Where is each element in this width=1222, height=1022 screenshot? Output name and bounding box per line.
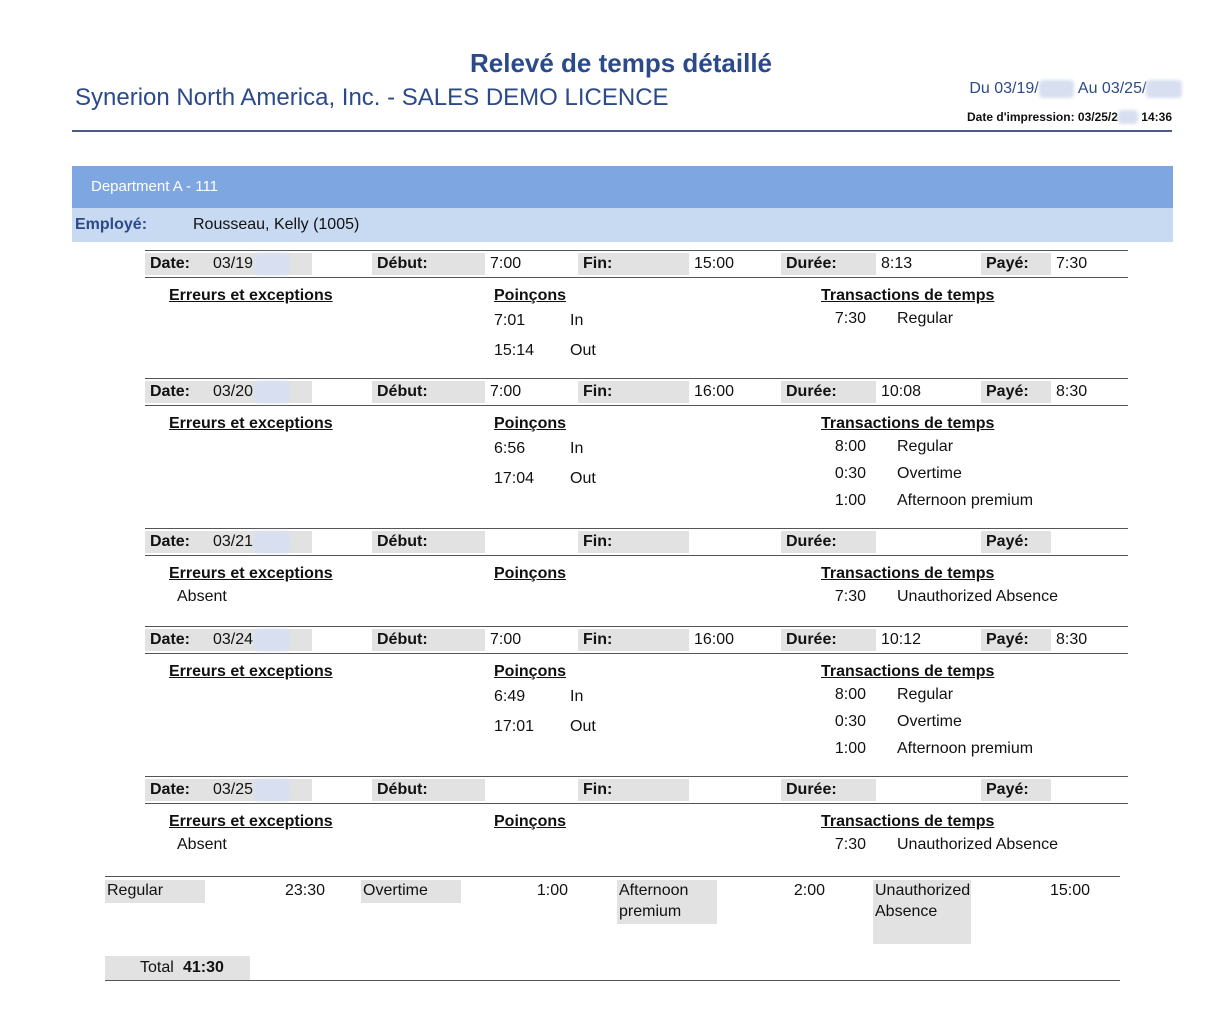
errors-header: Erreurs et exceptions xyxy=(169,813,333,830)
duration-label: Durée: xyxy=(781,779,876,801)
day-header-row xyxy=(145,250,1128,278)
department-bar xyxy=(72,166,1173,208)
paid-label: Payé: xyxy=(981,531,1051,553)
start-label: Début: xyxy=(372,381,485,403)
paid-label: Payé: xyxy=(981,779,1051,801)
day-block xyxy=(145,378,1128,509)
summary-value-regular: 23:30 xyxy=(284,882,325,899)
duration-value: 10:12 xyxy=(881,631,922,648)
date-value: 03/21 xyxy=(208,531,312,553)
print-date-label: Date d'impression: 03/25/2 xyxy=(967,110,1118,124)
date-year-redacted xyxy=(254,629,290,651)
date-value: 03/19 xyxy=(208,253,312,275)
total-divider xyxy=(105,980,1120,981)
date-label: Date: xyxy=(145,531,208,553)
day-header-row xyxy=(145,626,1128,654)
day-header-row xyxy=(145,528,1128,556)
transaction-hours: 8:00 xyxy=(834,438,866,455)
employee-bar xyxy=(72,208,1173,242)
header-divider xyxy=(72,130,1172,132)
paid-label: Payé: xyxy=(981,381,1051,403)
date-value: 03/20 xyxy=(208,381,312,403)
date-value: 03/25 xyxy=(208,779,312,801)
total-label: Total xyxy=(140,959,174,976)
start-value: 7:00 xyxy=(490,383,522,400)
summary-label-overtime: Overtime xyxy=(361,880,461,903)
date-label: Date: xyxy=(145,629,208,651)
transaction-type: Regular xyxy=(897,686,954,703)
date-year-redacted xyxy=(254,381,290,403)
summary-value-overtime: 1:00 xyxy=(536,882,568,899)
punch-type: Out xyxy=(570,470,596,487)
duration-label: Durée: xyxy=(781,629,876,651)
end-label: Fin: xyxy=(578,629,689,651)
start-value xyxy=(485,531,578,553)
punch-time: 15:14 xyxy=(494,342,535,359)
transaction-type: Overtime xyxy=(897,713,962,730)
period-year-redacted xyxy=(1039,80,1075,98)
print-date xyxy=(967,110,1172,124)
summary-divider xyxy=(105,876,1120,877)
date-label: Date: xyxy=(145,779,208,801)
paid-value: 7:30 xyxy=(1056,255,1088,272)
transaction-type: Overtime xyxy=(897,465,962,482)
employee-name: Rousseau, Kelly (1005) xyxy=(193,216,360,233)
errors-header: Erreurs et exceptions xyxy=(169,287,333,304)
duration-label: Durée: xyxy=(781,253,876,275)
report-title: Relevé de temps détaillé xyxy=(469,48,773,78)
end-value: 15:00 xyxy=(694,255,735,272)
transaction-hours: 7:30 xyxy=(834,836,866,853)
paid-value xyxy=(1051,779,1128,801)
duration-value: 10:08 xyxy=(881,383,922,400)
errors-header: Erreurs et exceptions xyxy=(169,415,333,432)
punches-header: Poinçons xyxy=(494,663,567,680)
start-value: 7:00 xyxy=(490,255,522,272)
paid-label: Payé: xyxy=(981,253,1051,275)
report-period xyxy=(969,80,1182,98)
transactions-header: Transactions de temps xyxy=(821,415,995,432)
transactions-header: Transactions de temps xyxy=(821,565,995,582)
start-label: Début: xyxy=(372,253,485,275)
transaction-hours: 8:00 xyxy=(834,686,866,703)
errors-header: Erreurs et exceptions xyxy=(169,663,333,680)
summary-value-unauthorized-absence: 15:00 xyxy=(1049,882,1090,899)
transaction-type: Unauthorized Absence xyxy=(897,588,1058,605)
transaction-hours: 0:30 xyxy=(834,713,866,730)
period-year-redacted xyxy=(1146,80,1182,98)
errors-header: Erreurs et exceptions xyxy=(169,565,333,582)
punch-time: 7:01 xyxy=(494,312,526,329)
paid-value: 8:30 xyxy=(1056,383,1088,400)
punches-header: Poinçons xyxy=(494,415,567,432)
start-label: Début: xyxy=(372,779,485,801)
summary-label-afternoon-premium: Afternoon premium xyxy=(617,880,717,924)
end-value: 16:00 xyxy=(694,383,735,400)
transactions-header: Transactions de temps xyxy=(821,663,995,680)
day-block xyxy=(145,250,1128,370)
punch-time: 6:49 xyxy=(494,688,526,705)
date-label: Date: xyxy=(145,253,208,275)
transaction-hours: 1:00 xyxy=(834,492,866,509)
total-value: 41:30 xyxy=(183,959,224,976)
transaction-type: Regular xyxy=(897,438,954,455)
company-name: Synerion North America, Inc. - SALES DEMO LICENCE xyxy=(75,84,669,111)
date-value: 03/24 xyxy=(208,629,312,651)
duration-label: Durée: xyxy=(781,531,876,553)
punch-type: In xyxy=(570,440,584,457)
day-header-row xyxy=(145,776,1128,804)
punches-header: Poinçons xyxy=(494,565,567,582)
end-value xyxy=(689,531,781,553)
punch-time: 17:01 xyxy=(494,718,535,735)
end-label: Fin: xyxy=(578,531,689,553)
end-label: Fin: xyxy=(578,253,689,275)
end-value xyxy=(689,779,781,801)
transaction-hours: 1:00 xyxy=(834,740,866,757)
summary-value-afternoon-premium: 2:00 xyxy=(793,882,825,899)
employee-label: Employé: xyxy=(75,216,148,233)
punches-header: Poinçons xyxy=(494,813,567,830)
total-box xyxy=(105,956,250,980)
summary-label-unauthorized-absence: Unauthorized Absence xyxy=(873,880,971,944)
transactions-header: Transactions de temps xyxy=(821,287,995,304)
transaction-hours: 0:30 xyxy=(834,465,866,482)
print-time: 14:36 xyxy=(1137,110,1172,124)
date-year-redacted xyxy=(254,253,290,275)
day-block xyxy=(145,776,1128,896)
transaction-hours: 7:30 xyxy=(834,588,866,605)
start-value xyxy=(485,779,578,801)
department-name: Department A - 111 xyxy=(91,178,219,195)
punch-time: 17:04 xyxy=(494,470,535,487)
day-header-row xyxy=(145,378,1128,406)
start-label: Début: xyxy=(372,629,485,651)
day-block xyxy=(145,626,1128,757)
end-label: Fin: xyxy=(578,779,689,801)
duration-value xyxy=(876,779,981,801)
transactions-header: Transactions de temps xyxy=(821,813,995,830)
date-year-redacted xyxy=(254,531,290,553)
transaction-type: Afternoon premium xyxy=(897,492,1034,509)
date-label: Date: xyxy=(145,381,208,403)
punch-type: Out xyxy=(570,342,596,359)
paid-value xyxy=(1051,531,1128,553)
exception-item: Absent xyxy=(177,588,227,605)
start-label: Début: xyxy=(372,531,485,553)
end-label: Fin: xyxy=(578,381,689,403)
punch-time: 6:56 xyxy=(494,440,526,457)
period-end: Au 03/25/ xyxy=(1074,80,1147,97)
duration-value: 8:13 xyxy=(881,255,913,272)
paid-value: 8:30 xyxy=(1056,631,1088,648)
transaction-type: Afternoon premium xyxy=(897,740,1034,757)
punch-type: Out xyxy=(570,718,596,735)
duration-label: Durée: xyxy=(781,381,876,403)
punches-header: Poinçons xyxy=(494,287,567,304)
punch-type: In xyxy=(570,312,584,329)
date-year-redacted xyxy=(254,779,290,801)
summary-label-regular: Regular xyxy=(105,880,205,903)
exception-item: Absent xyxy=(177,836,227,853)
period-start: Du 03/19/ xyxy=(969,80,1039,97)
paid-label: Payé: xyxy=(981,629,1051,651)
transaction-type: Regular xyxy=(897,310,954,327)
end-value: 16:00 xyxy=(694,631,735,648)
transaction-hours: 7:30 xyxy=(834,310,866,327)
print-year-redacted xyxy=(1118,110,1138,124)
punch-type: In xyxy=(570,688,584,705)
start-value: 7:00 xyxy=(490,631,522,648)
transaction-type: Unauthorized Absence xyxy=(897,836,1058,853)
duration-value xyxy=(876,531,981,553)
